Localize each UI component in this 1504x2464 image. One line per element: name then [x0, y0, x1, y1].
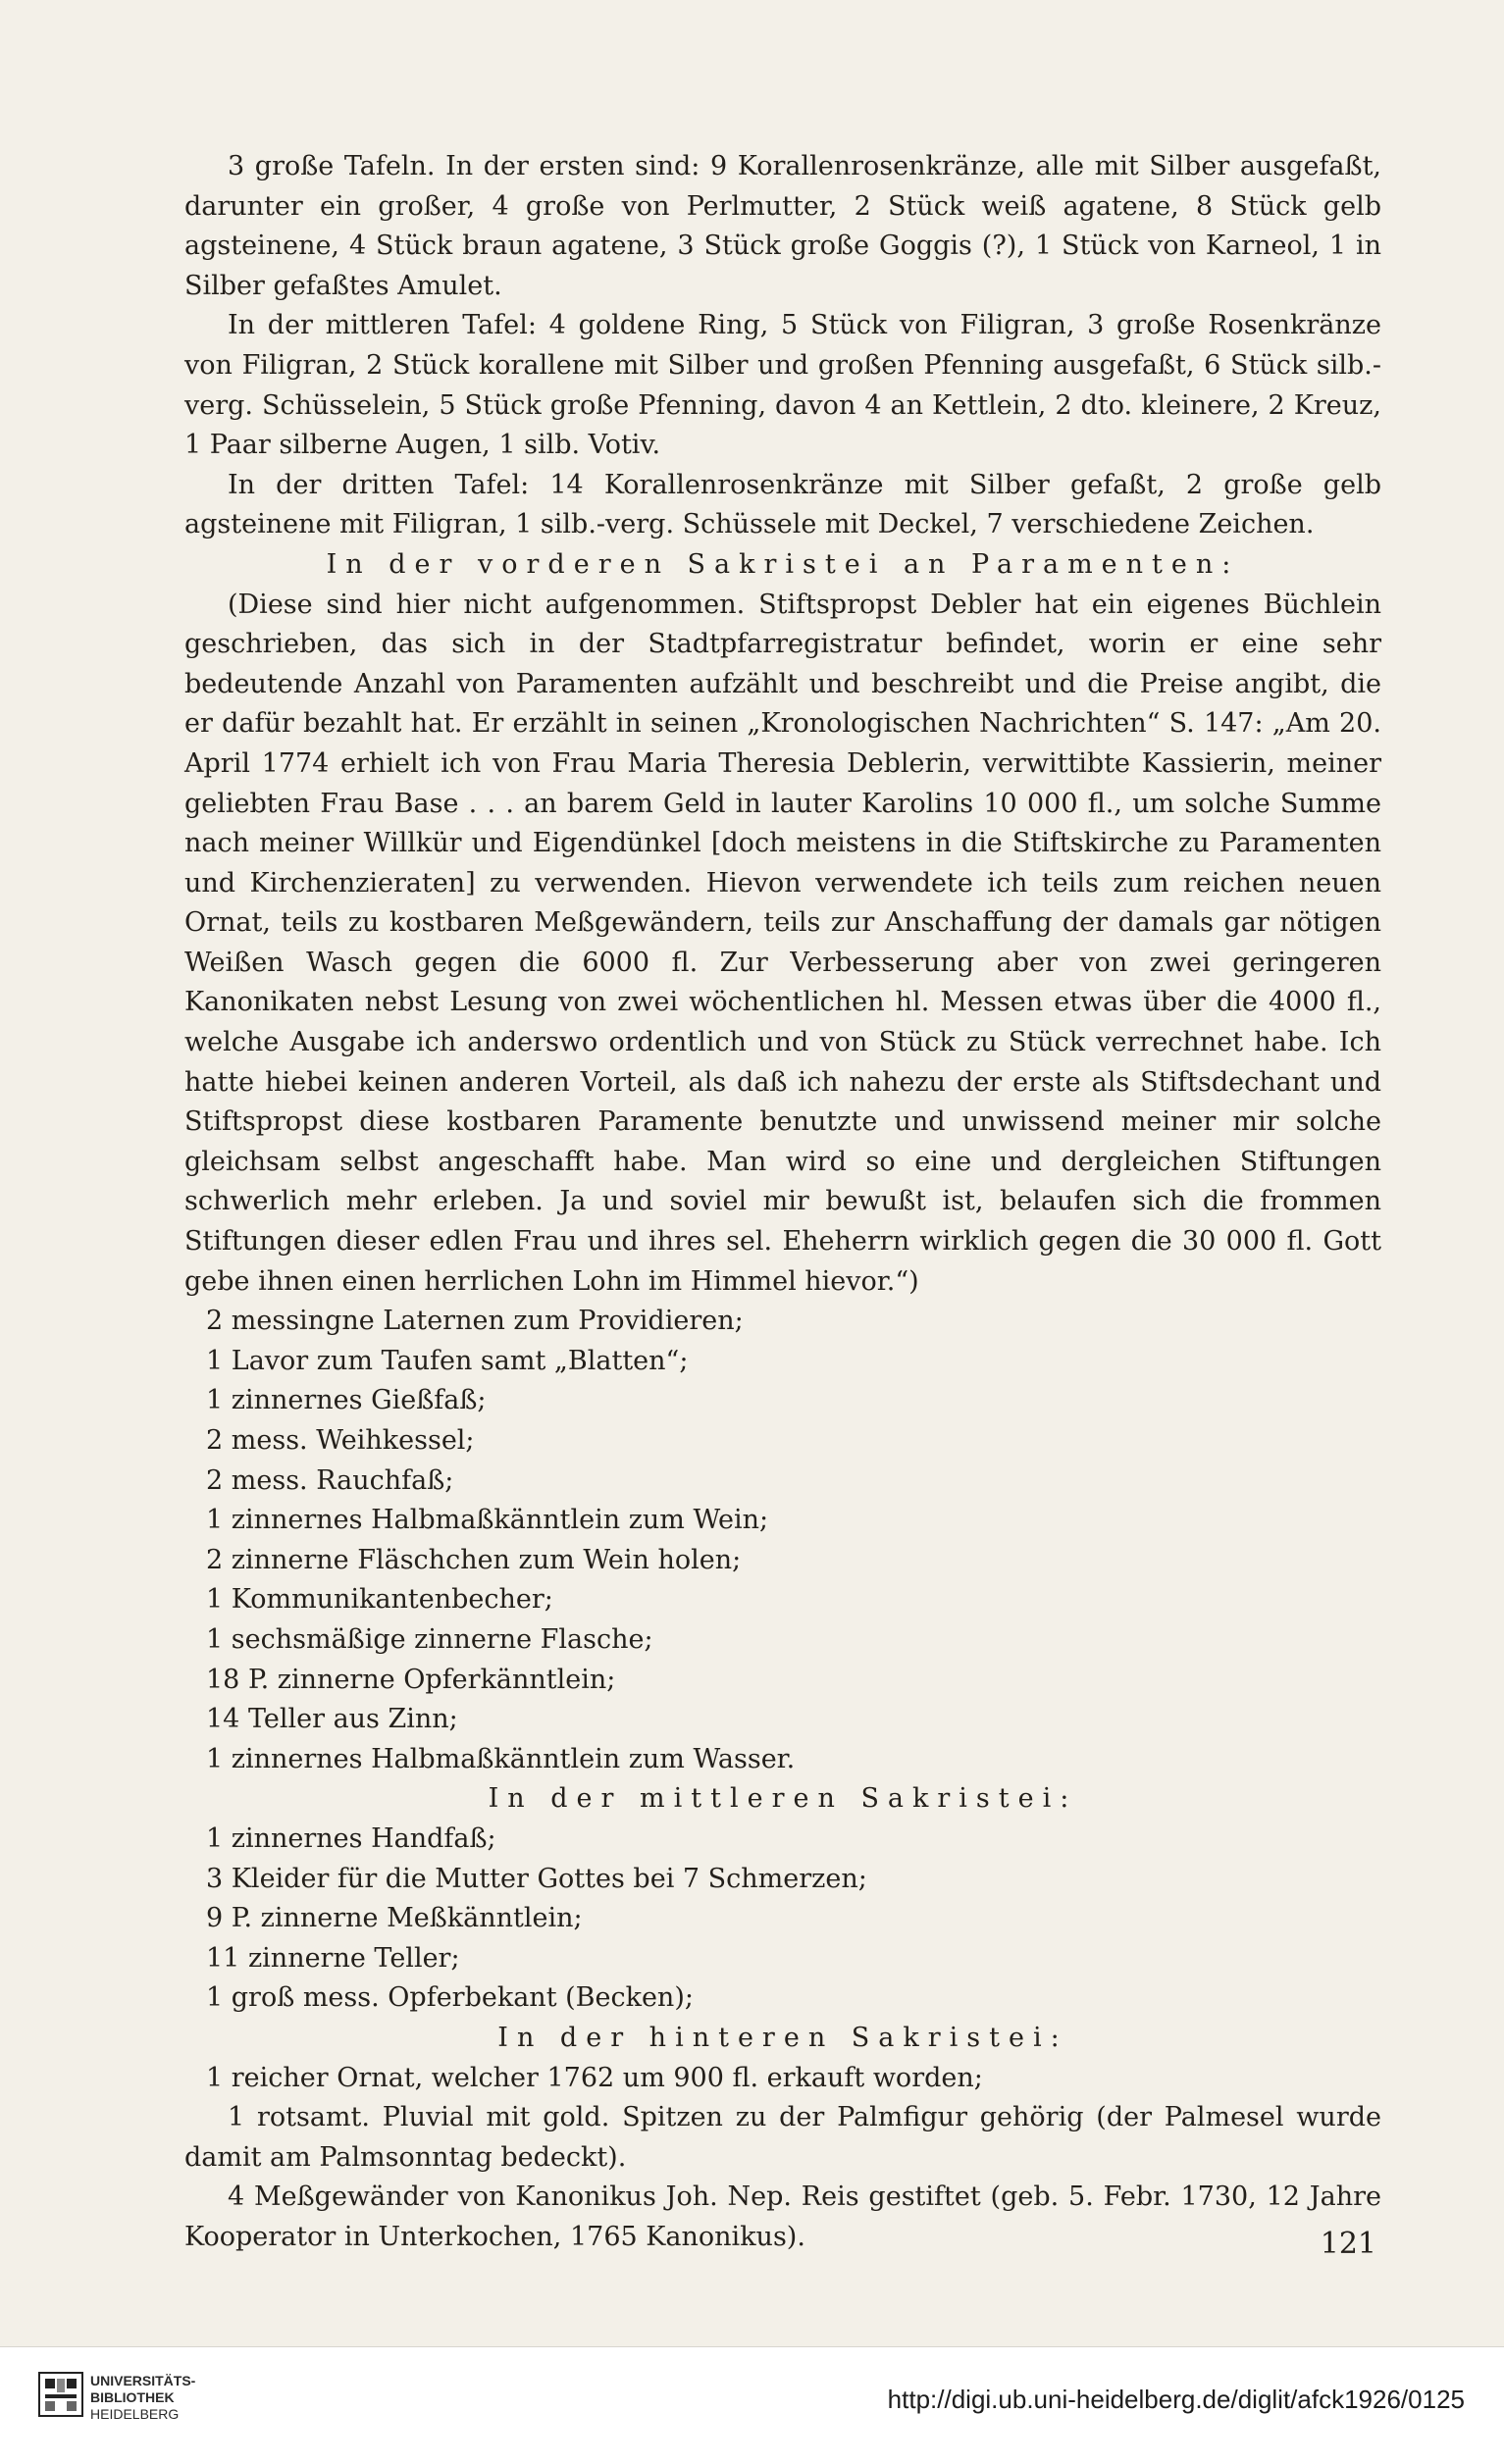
list-front-sacristy	[184, 1302, 1381, 1779]
paragraph-pluvial: 1 rotsamt. Pluvial mit gold. Spitzen zu der Palmfigur gehörig (der Palmesel wurde damit am Palmsonntag bedeckt).	[184, 2102, 1381, 2173]
library-name	[90, 2373, 195, 2423]
list-item: 9 P. zinnerne Meßkänntlein;	[206, 1903, 583, 1934]
source-url-link[interactable]: http://digi.ub.uni-heidelberg.de/diglit/afck1926/0125	[887, 2385, 1465, 2414]
list-item: 1 reicher Ornat, welcher 1762 um 900 fl. erkauft worden;	[206, 2062, 983, 2093]
heading-front-sacristy: In der vorderen Sakristei an Paramenten:	[326, 548, 1240, 580]
list-item: 2 messingne Laternen zum Providieren;	[206, 1306, 744, 1337]
heading-middle-sacristy: In der mittleren Sakristei:	[488, 1783, 1078, 1815]
list-rear-sacristy	[184, 2059, 1381, 2099]
list-item: 1 Kommunikantenbecher;	[206, 1584, 553, 1616]
list-item: 2 zinnerne Fläschchen zum Wein holen;	[206, 1544, 742, 1575]
library-name-line: BIBLIOTHEK	[90, 2389, 175, 2405]
list-item: 1 zinnernes Halbmaßkänntlein zum Wein;	[206, 1505, 769, 1536]
list-item: 1 zinnernes Halbmaßkänntlein zum Wasser.	[206, 1743, 796, 1774]
list-item: 1 Lavor zum Taufen samt „Blatten“;	[206, 1345, 689, 1376]
list-item: 1 zinnernes Gießfaß;	[206, 1385, 487, 1416]
paragraph-first-table: 3 große Tafeln. In der ersten sind: 9 Korallenrosenkränze, alle mit Silber ausgefaßt, darunter ein großer, 4 große von Perlmutter, 2 Stück weiß agatene, 8 Stück gelb agsteinene, 4 Stück braun agatene, 3 Stück große Goggis (?), 1 Stück von Karneol, 1 in Silber gefaßtes Amulet.	[184, 151, 1381, 301]
university-library-logo-icon	[37, 2371, 84, 2418]
list-item: 2 mess. Weihkessel;	[206, 1425, 475, 1456]
paragraph-third-table: In der dritten Tafel: 14 Korallenrosenkränze mit Silber gefaßt, 2 große gelb agsteinene mit Filigran, 1 silb.-verg. Schüssele mit Deckel, 7 verschiedene Zeichen.	[184, 469, 1381, 540]
list-item: 14 Teller aus Zinn;	[206, 1704, 458, 1735]
page-number: 121	[1320, 2227, 1376, 2261]
list-middle-sacristy	[184, 1820, 1381, 2019]
page-text	[184, 147, 1381, 2257]
paragraph-middle-table: In der mittleren Tafel: 4 goldene Ring, 5 Stück von Filigran, 3 große Rosenkränze von Filigran, 2 Stück korallene mit Silber und großen Pfenning ausgefaßt, 6 Stück silb.-verg. Schüsselein, 5 Stück große Pfenning, davon 4 an Kettlein, 2 dto. kleinere, 2 Kreuz, 1 Paar silberne Augen, 1 silb. Votiv.	[184, 310, 1381, 461]
list-item: 3 Kleider für die Mutter Gottes bei 7 Schmerzen;	[206, 1863, 867, 1894]
footer-bar	[0, 2346, 1504, 2464]
library-name-line: HEIDELBERG	[90, 2406, 180, 2422]
paragraph-vestments: 4 Meßgewänder von Kanonikus Joh. Nep. Reis gestiftet (geb. 5. Febr. 1730, 12 Jahre Kooperator in Unterkochen, 1765 Kanonikus).	[184, 2182, 1381, 2252]
list-item: 11 zinnerne Teller;	[206, 1942, 460, 1974]
list-item: 2 mess. Rauchfaß;	[206, 1464, 454, 1496]
list-item: 18 P. zinnerne Opferkänntlein;	[206, 1664, 616, 1695]
quote-paragraph: (Diese sind hier nicht aufgenommen. Stiftspropst Debler hat ein eigenes Büchlein geschrieben, das sich in der Stadtpfarregistratur befindet, worin er eine sehr bedeutende Anzahl von Paramenten aufzählt und beschreibt und die Preise angibt, die er dafür bezahlt hat. Er erzählt in seinen „Kronologischen Nachrichten“ S. 147: „Am 20. April 1774 erhielt ich von Frau Maria Theresia Deblerin, verwittibte Kassierin, meiner geliebten Frau Base . . . an barem Geld in lauter Karolins 10 000 fl., um solche Summe nach meiner Willkür und Eigendünkel [doch meistens in die Stiftskirche zu Paramenten und Kirchenzieraten] zu verwenden. Hievon verwendete ich teils zum reichen neuen Ornat, teils zu kostbaren Meßgewändern, teils zur Anschaffung der damals gar nötigen Weißen Wasch gegen die 6000 fl. Zur Verbesserung aber von zwei geringeren Kanonikaten nebst Lesung von zwei wöchentlichen hl. Messen etwas über die 4000 fl., welche Ausgabe ich anderswo ordentlich und von Stück zu Stück verrechnet habe. Ich hatte hiebei keinen anderen Vorteil, als daß ich nahezu der erste als Stiftsdechant und Stiftspropst diese kostbaren Paramente benutzte und unwissend meiner mir solche gleichsam selbst angeschafft habe. Man wird so eine und dergleichen Stiftungen schwerlich mehr erleben. Ja und soviel mir bewußt ist, belaufen sich die frommen Stiftungen dieser edlen Frau und ihres sel. Eheherrn wirklich gegen die 30 000 fl. Gott gebe ihnen einen herrlichen Lohn im Himmel hievor.“)	[184, 589, 1381, 1297]
heading-rear-sacristy: In der hinteren Sakristei:	[497, 2022, 1068, 2053]
library-name-line: UNIVERSITÄTS-	[90, 2373, 196, 2388]
list-item: 1 sechsmäßige zinnerne Flasche;	[206, 1623, 653, 1655]
list-item: 1 zinnernes Handfaß;	[206, 1822, 496, 1854]
list-item: 1 groß mess. Opferbekant (Becken);	[206, 1982, 694, 2014]
